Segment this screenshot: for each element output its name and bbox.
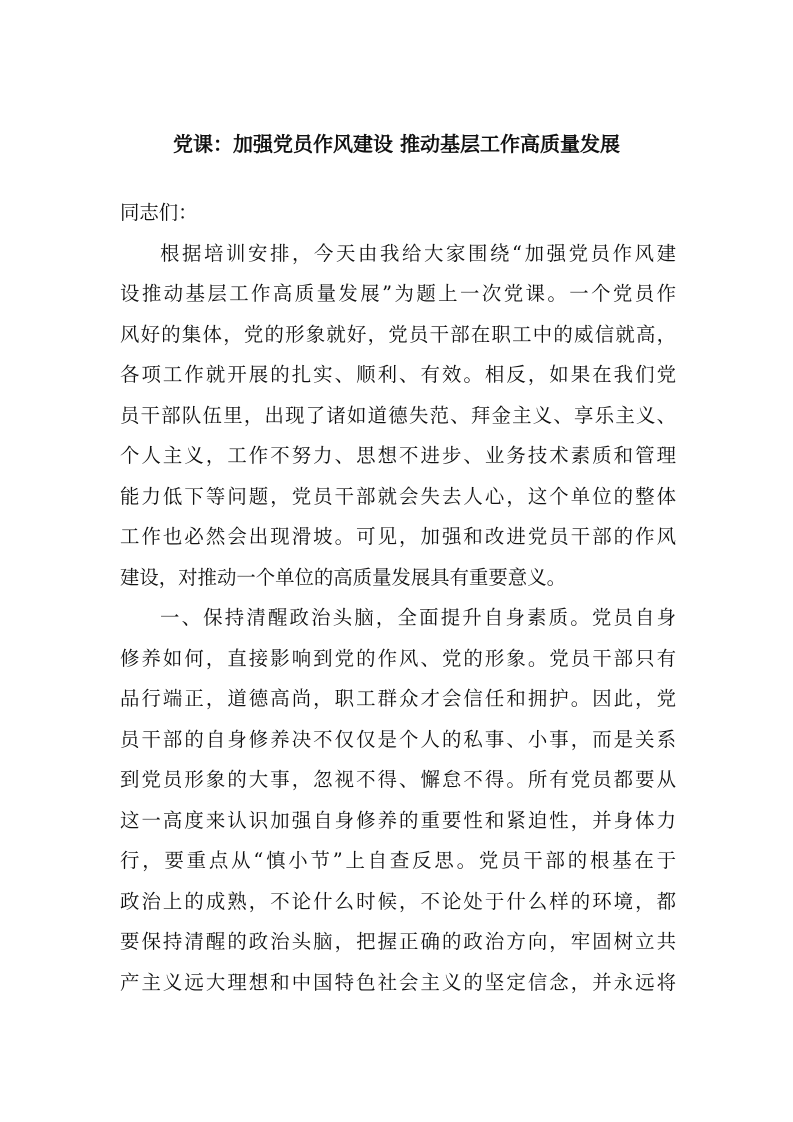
paragraph-1-line-2: 设推动基层工作高质量发展”为题上一次党课。一个党员作 bbox=[120, 282, 676, 305]
paragraph-1-line-6: 个人主义，工作不努力、思想不进步、业务技术素质和管理 bbox=[120, 444, 676, 467]
paragraph-1-line-5: 员干部队伍里，出现了诸如道德失范、拜金主义、享乐主义、 bbox=[120, 403, 676, 427]
document-body bbox=[120, 193, 676, 1003]
paragraph-2-line-5: 到党员形象的大事，忽视不得、懈怠不得。所有党员都要从 bbox=[120, 768, 676, 791]
paragraph-1-line-1: 根据培训安排，今天由我给大家围绕“加强党员作风建 bbox=[160, 241, 676, 265]
paragraph-2-line-7: 行，要重点从“慎小节”上自查反思。党员干部的根基在于 bbox=[120, 849, 676, 872]
paragraph-1-line-9: 建设，对推动一个单位的高质量发展具有重要意义。 bbox=[120, 565, 566, 589]
paragraph-2-line-10: 产主义远大理想和中国特色社会主义的坚定信念，并永远将 bbox=[120, 970, 676, 994]
paragraph-2-line-8: 政治上的成熟，不论什么时候，不论处于什么样的环境，都 bbox=[120, 889, 676, 913]
paragraph-1-line-8: 工作也必然会出现滑坡。可见，加强和改进党员干部的作风 bbox=[120, 525, 676, 548]
salutation: 同志们： bbox=[120, 201, 198, 224]
paragraph-2-line-1: 一、保持清醒政治头脑，全面提升自身素质。党员自身 bbox=[160, 606, 676, 629]
paragraph-2-line-9: 要保持清醒的政治头脑，把握正确的政治方向，牢固树立共 bbox=[120, 930, 676, 953]
document-title: 党课：加强党员作风建设 推动基层工作高质量发展 bbox=[173, 132, 620, 156]
paragraph-2-line-3: 品行端正，道德高尚，职工群众才会信任和拥护。因此，党 bbox=[120, 687, 676, 710]
paragraph-1-line-7: 能力低下等问题，党员干部就会失去人心，这个单位的整体 bbox=[120, 484, 676, 508]
paragraph-2-line-4: 员干部的自身修养决不仅仅是个人的私事、小事，而是关系 bbox=[120, 727, 676, 751]
paragraph-1-line-3: 风好的集体，党的形象就好，党员干部在职工中的威信就高， bbox=[120, 322, 676, 346]
paragraph-2-line-6: 这一高度来认识加强自身修养的重要性和紧迫性，并身体力 bbox=[120, 808, 676, 832]
paragraph-1-line-4: 各项工作就开展的扎实、顺利、有效。相反，如果在我们党 bbox=[120, 363, 676, 386]
paragraph-2-line-2: 修养如何，直接影响到党的作风、党的形象。党员干部只有 bbox=[120, 646, 676, 670]
